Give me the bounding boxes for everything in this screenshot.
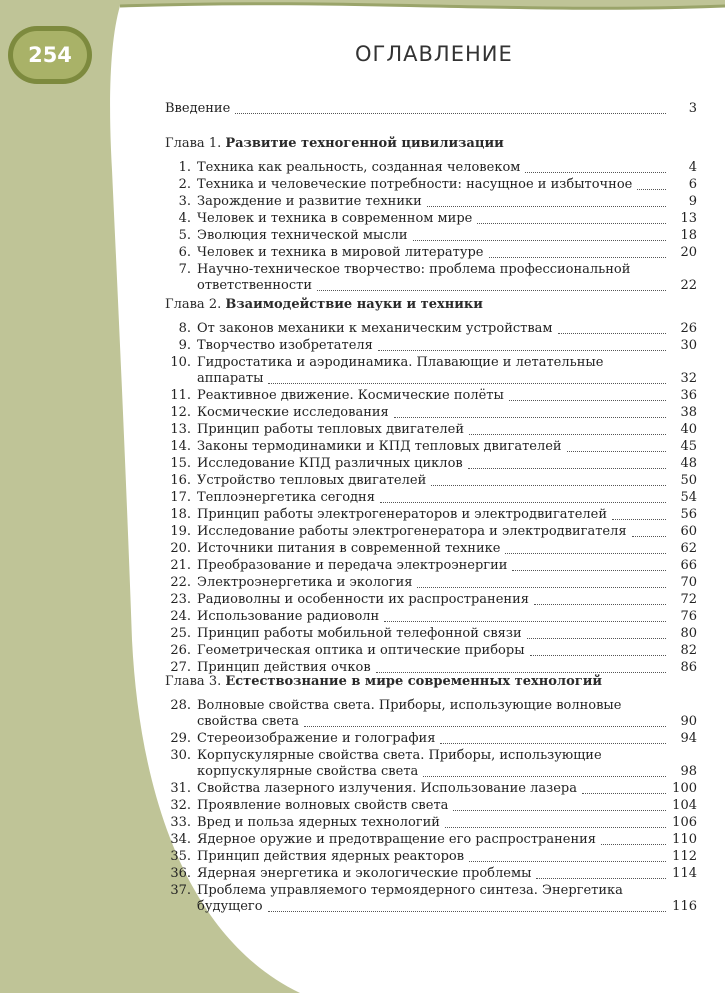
leader-dots [384,621,666,622]
toc-entry[interactable] [165,798,697,814]
leader-dots [417,587,666,588]
entry-title: Эволюция технической мысли [197,228,408,243]
entry-title: свойства света [197,714,300,729]
entry-title: Принцип работы тепловых двигателей [197,422,465,437]
entry-page: 56 [680,507,697,522]
entry-number: 16. [170,473,191,488]
entry-title: аппараты [197,371,264,386]
leader-dots [525,172,666,173]
entry-number: 10. [170,355,191,370]
entry-number [165,899,197,915]
entry-number: 2. [178,177,191,192]
entry-page: 36 [680,388,697,403]
toc-entry[interactable] [165,338,697,354]
entry-title: Ядерное оружие и предотвращение его распространения [197,832,596,847]
entry-title: Исследование работы электрогенератора и электродвигателя [197,524,627,539]
entry-title: Источники питания в современной технике [197,541,501,556]
leader-dots [530,655,666,656]
entry-title: Принцип действия ядерных реакторов [197,849,465,864]
entry-number: 34. [170,832,191,847]
entry-page: 82 [680,643,697,658]
intro-label: Введение [165,101,231,116]
entry-title: Геометрическая оптика и оптические приборы [197,643,525,658]
leader-dots [509,400,666,401]
entry-number: 9. [178,338,191,353]
page-number: 254 [13,31,87,79]
leader-dots [567,451,666,452]
leader-dots [268,911,666,912]
entry-title: Творчество изобретателя [197,338,373,353]
entry-title: ответственности [197,278,313,293]
entry-number: 15. [170,456,191,471]
entry-page: 26 [680,321,697,336]
entry-page: 90 [680,714,697,729]
entry-number: 13. [170,422,191,437]
toc-entry[interactable] [165,832,697,848]
toc-entry[interactable] [165,731,697,747]
toc-entry[interactable] [165,456,697,472]
entry-title: Научно-техническое творчество: проблема профессиональной [197,262,631,277]
leader-dots [489,257,666,258]
entry-title: Человек и техника в современном мире [197,211,473,226]
leader-dots [380,502,666,503]
entry-title: Исследование КПД различных циклов [197,456,463,471]
entry-title: Законы термодинамики и КПД тепловых двигателей [197,439,562,454]
entry-title: Проявление волновых свойств света [197,798,449,813]
entry-page: 60 [680,524,697,539]
leader-dots [427,206,666,207]
leader-dots [632,536,666,537]
toc-entry[interactable] [165,355,697,387]
entry-title: Проблема управляемого термоядерного синтеза. Энергетика [197,883,623,898]
entry-page: 9 [688,194,697,209]
toc-entry[interactable] [165,883,697,915]
entry-title: Стереоизображение и голография [197,731,436,746]
leader-dots [413,240,666,241]
leader-dots [268,383,666,384]
leader-dots [512,570,666,571]
entry-title: Волновые свойства света. Приборы, использующие волновые [197,698,622,713]
entry-title: Космические исследования [197,405,389,420]
entry-number [165,278,197,294]
leader-dots [582,793,666,794]
chapter-title: Естествознание в мире современных технологий [225,674,602,689]
entry-page: 106 [672,815,697,830]
entry-number: 35. [170,849,191,864]
entry-title: Техника как реальность, созданная человеком [197,160,521,175]
leader-dots [536,878,666,879]
entry-title: Принцип работы электрогенераторов и электродвигателей [197,507,608,522]
leader-dots [601,844,666,845]
leader-dots [477,223,666,224]
entry-page: 80 [680,626,697,641]
entry-page: 30 [680,338,697,353]
entry-page: 38 [680,405,697,420]
entry-page: 6 [688,177,697,192]
entry-number: 17. [170,490,191,505]
intro-page: 3 [688,101,697,116]
leader-dots [376,672,666,673]
chapter-prefix: Глава 3. [165,674,226,689]
entry-number: 14. [170,439,191,454]
entry-number: 3. [178,194,191,209]
leader-dots [469,434,666,435]
toc-entry[interactable] [165,228,697,244]
entry-page: 4 [688,160,697,175]
chapter-heading[interactable] [165,674,697,690]
entry-number: 30. [170,748,191,763]
leader-dots [558,333,666,334]
toc-entry[interactable] [165,866,697,882]
entry-page: 70 [680,575,697,590]
entry-number: 27. [170,660,191,675]
entry-page: 48 [680,456,697,471]
entry-number: 23. [170,592,191,607]
toc-entry[interactable] [165,321,697,337]
entry-page: 114 [672,866,697,881]
chapter-prefix: Глава 2. [165,297,226,312]
entry-number: 29. [170,731,191,746]
leader-dots [317,290,666,291]
entry-number: 33. [170,815,191,830]
entry-number: 22. [170,575,191,590]
toc-entry[interactable] [165,160,697,176]
entry-title: Преобразование и передача электроэнергии [197,558,508,573]
entry-number: 19. [170,524,191,539]
leader-dots [304,726,666,727]
toc-entry[interactable] [165,698,697,730]
leader-dots [612,519,666,520]
leader-dots [505,553,666,554]
entry-page: 94 [680,731,697,746]
toc-entry[interactable] [165,507,697,523]
toc-entry[interactable] [165,262,697,294]
toc-entry[interactable] [165,211,697,227]
entry-number: 7. [178,262,191,277]
chapter-title: Взаимодействие науки и техники [225,297,483,312]
entry-title: Принцип действия очков [197,660,371,675]
entry-title: будущего [197,899,263,914]
entry-title: Вред и польза ядерных технологий [197,815,440,830]
toc-entry[interactable] [165,626,697,642]
entry-page: 40 [680,422,697,437]
entry-title: Реактивное движение. Космические полёты [197,388,504,403]
chapter-section [165,136,697,295]
entry-page: 100 [672,781,697,796]
toc-entry[interactable] [165,575,697,591]
entry-title: Устройство тепловых двигателей [197,473,427,488]
toc-entry[interactable] [165,194,697,210]
entry-number [165,714,197,730]
toc-entry[interactable] [165,541,697,557]
entry-title: Техника и человеческие потребности: насущное и избыточное [197,177,633,192]
leader-dots [534,604,666,605]
toc-entry[interactable] [165,245,697,261]
toc-entry[interactable] [165,473,697,489]
entry-title: Гидростатика и аэродинамика. Плавающие и летательные [197,355,604,370]
entry-number: 36. [170,866,191,881]
entry-page: 112 [672,849,697,864]
entry-title: Ядерная энергетика и экологические проблемы [197,866,532,881]
entry-page: 98 [680,764,697,779]
entry-page: 20 [680,245,697,260]
toc-entry[interactable] [165,177,697,193]
chapter-heading[interactable] [165,297,697,313]
entry-page: 18 [680,228,697,243]
entry-number: 24. [170,609,191,624]
page-title: ОГЛАВЛЕНИЕ [355,42,513,66]
entry-number: 1. [178,160,191,175]
entry-title: Принцип работы мобильной телефонной связи [197,626,522,641]
entry-number: 25. [170,626,191,641]
entry-page: 54 [680,490,697,505]
entry-page: 86 [680,660,697,675]
entry-number: 21. [170,558,191,573]
entry-page: 32 [680,371,697,386]
leader-dots [431,485,666,486]
entry-title: Теплоэнергетика сегодня [197,490,375,505]
entry-page: 110 [672,832,697,847]
entry-number: 11. [170,388,191,403]
entry-number: 32. [170,798,191,813]
entry-title: Свойства лазерного излучения. Использование лазера [197,781,578,796]
page-number-badge [8,26,92,84]
toc-entry[interactable] [165,643,697,659]
entry-title: Электроэнергетика и экология [197,575,413,590]
entry-number: 4. [178,211,191,226]
chapter-heading[interactable] [165,136,697,152]
leader-dots [440,743,666,744]
toc-entry[interactable] [165,609,697,625]
entry-page: 50 [680,473,697,488]
entry-page: 22 [680,278,697,293]
entry-title: Использование радиоволн [197,609,380,624]
toc-entry[interactable] [165,490,697,506]
entry-number: 20. [170,541,191,556]
entry-title: корпускулярные свойства света [197,764,419,779]
toc-entry[interactable] [165,781,697,797]
entry-page: 72 [680,592,697,607]
entry-title: Корпускулярные свойства света. Приборы, использующие [197,748,602,763]
entry-number: 37. [170,883,191,898]
entry-number: 18. [170,507,191,522]
entry-title: Человек и техника в мировой литературе [197,245,484,260]
entry-page: 76 [680,609,697,624]
leader-dots [469,861,666,862]
leader-dots [378,350,666,351]
toc-entry[interactable] [165,405,697,421]
entry-title: Радиоволны и особенности их распространения [197,592,529,607]
entry-page: 45 [680,439,697,454]
entry-number: 28. [170,698,191,713]
leader-dots [527,638,666,639]
chapter-section [165,674,697,916]
toc-entry[interactable] [165,388,697,404]
entry-title: От законов механики к механическим устройствам [197,321,553,336]
toc-entry[interactable] [165,592,697,608]
entry-title: Зарождение и развитие техники [197,194,422,209]
chapter-title: Развитие техногенной цивилизации [225,136,504,151]
entry-page: 62 [680,541,697,556]
toc-entry[interactable] [165,815,697,831]
leader-dots [453,810,666,811]
leader-dots [394,417,666,418]
entry-number [165,371,197,387]
entry-page: 104 [672,798,697,813]
toc-entry[interactable] [165,439,697,455]
leader-dots [468,468,666,469]
chapter-section [165,297,697,677]
toc-entry[interactable] [165,748,697,780]
chapter-prefix: Глава 1. [165,136,226,151]
entry-number: 31. [170,781,191,796]
leader-dots [445,827,666,828]
toc-intro[interactable] [165,101,697,117]
entry-page: 13 [680,211,697,226]
entry-page: 66 [680,558,697,573]
toc-entry[interactable] [165,422,697,438]
entry-number [165,764,197,780]
toc-entry[interactable] [165,849,697,865]
entry-number: 26. [170,643,191,658]
entry-number: 5. [178,228,191,243]
entry-number: 12. [170,405,191,420]
entry-number: 8. [178,321,191,336]
entry-number: 6. [178,245,191,260]
entry-page: 116 [672,899,697,914]
leader-dots [637,189,666,190]
leader-dots [423,776,666,777]
toc-entry[interactable] [165,558,697,574]
toc-entry[interactable] [165,524,697,540]
